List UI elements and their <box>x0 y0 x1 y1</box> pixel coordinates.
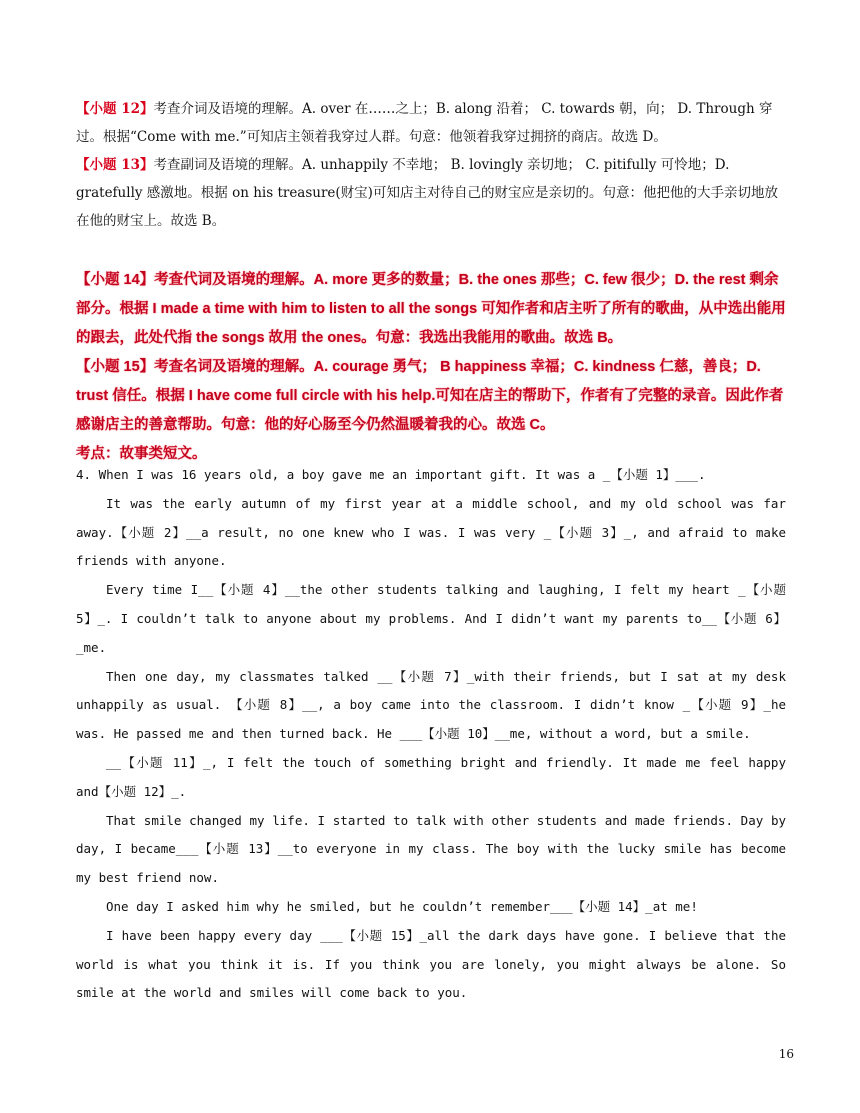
answer-text: 考查名词及语境的理解。A. courage 勇气； B happiness 幸福；C. kindness 仁慈，善良；D. trust 信任。根据 I have come full circle with his help.可知在店主的帮助下，作者有了完整的录音。因此作者感谢店主的善意帮助。句意：他的好心肠至今仍然温暖着我的心。故选 C。 <box>76 359 784 433</box>
answer-13 <box>76 151 786 235</box>
passage-paragraph: One day I asked him why he smiled, but he couldn’t remember___【小题 14】_at me! <box>106 898 698 914</box>
passage-paragraph: It was the early autumn of my first year at a middle school, and my old school was far away.【小题 2】__a result, no one knew who I was. I was very _【小题 3】_, and afraid to make friends with anyone. <box>76 495 786 569</box>
passage-paragraph: Then one day, my classmates talked __【小题 7】_with their friends, but I sat at my desk unhappily as usual. 【小题 8】__, a boy came into the classroom. I didn’t know _【小题 9】_he was. He passed me and then turned back. He ___【小题 10】__me, without a word, but a smile. <box>76 668 786 742</box>
passage-paragraph: I have been happy every day ___【小题 15】_all the dark days have gone. I believe that the world is what you think it is. If you think you are lonely, you might always be alone. So smile at the world and smiles will come back to you. <box>76 927 786 1001</box>
answer-text: 考查副词及语境的理解。A. unhappily 不幸地； B. lovingly 亲切地； C. pitifully 可怜地；D. gratefully 感激地。根据 on his treasure(财宝)可知店主对待自己的财宝应是亲切的。句意：他把他的大手亲切地放在他的财宝上。故选 B。 <box>76 157 778 229</box>
answer-tag: 【小题 15】 <box>76 359 155 375</box>
answer-section-normal <box>76 95 786 235</box>
answer-12 <box>76 95 786 151</box>
footnote: 考点：故事类短文。 <box>76 446 207 462</box>
answer-tag: 【小题 12】 <box>76 101 154 117</box>
passage-paragraph: __【小题 11】_, I felt the touch of something bright and friendly. It made me feel happy and【小题 12】_. <box>76 754 786 799</box>
answer-15 <box>76 353 786 440</box>
passage-paragraph: Every time I__【小题 4】__the other students talking and laughing, I felt my heart _【小题 5】_. I couldn’t talk to anyone about my problems. And I didn’t want my parents to__【小题 6】_me. <box>76 582 786 655</box>
answer-text: 考查代词及语境的理解。A. more 更多的数量；B. the ones 那些；C. few 很少；D. the rest 剩余部分。根据 I made a time with him to listen to all the songs 可知作者和店主听了所有的歌曲，从中选出能用的跟去，此处代指 the songs 故用 the ones。句意：我选出我能用的歌曲。故选 B。 <box>76 272 786 346</box>
answer-text: 考查介词及语境的理解。A. over 在……之上；B. along 沿着； C. towards 朝，向； D. Through 穿过。根据“Come with me.”可知店主领着我穿过人群。句意：他领着我穿过拥挤的商店。故选 D。 <box>76 101 773 145</box>
answer-section-highlighted <box>76 266 786 469</box>
reading-passage <box>76 461 786 1008</box>
passage-paragraph: That smile changed my life. I started to talk with other students and made friends. Day by day, I became___【小题 13】__to everyone in my class. The boy with the lucky smile has become my best friend now. <box>76 812 786 886</box>
answer-tag: 【小题 14】 <box>76 272 155 288</box>
answer-tag: 【小题 13】 <box>76 157 154 173</box>
passage-paragraph: 4. When I was 16 years old, a boy gave me an important gift. It was a _【小题 1】___. <box>76 467 706 482</box>
answer-14 <box>76 266 786 353</box>
page-number: 16 <box>778 1047 794 1061</box>
